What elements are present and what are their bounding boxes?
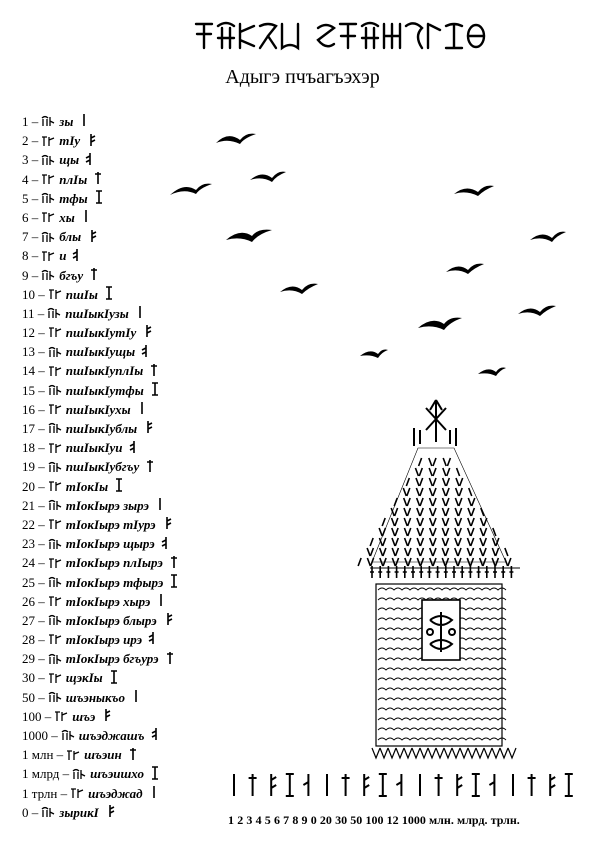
numeral-script-word xyxy=(54,708,68,727)
numeral-value: 8 – xyxy=(22,248,39,264)
legend-label: 2 xyxy=(237,813,244,827)
numeral-value: 22 – xyxy=(22,516,45,532)
numeral-glyph xyxy=(150,766,160,785)
numeral-value: 21 – xyxy=(22,497,45,513)
numeral-word: пшIыкIухы xyxy=(65,401,131,417)
numeral-value: 12 – xyxy=(22,325,45,341)
legend-label: 3 xyxy=(246,813,253,827)
numeral-script-word xyxy=(48,420,62,439)
numeral-glyph xyxy=(81,209,91,228)
legend-label: 0 xyxy=(310,813,317,827)
numeral-value: 28 – xyxy=(22,632,45,648)
numeral-value: 29 – xyxy=(22,651,45,667)
numeral-value: 7 – xyxy=(22,229,39,245)
numeral-script-word xyxy=(66,747,80,766)
numeral-word: блы xyxy=(59,229,82,245)
numeral-script-word xyxy=(70,785,84,804)
legend-label: 50 xyxy=(350,813,363,827)
numeral-word: тIокIырэ хырэ xyxy=(65,593,151,609)
numeral-script-word xyxy=(41,229,55,248)
numeral-script-word xyxy=(48,363,62,382)
numeral-value: 11 – xyxy=(22,305,45,321)
numeral-glyph xyxy=(89,267,99,286)
numeral-glyph xyxy=(141,344,151,363)
numeral-value: 3 – xyxy=(22,152,39,168)
numeral-value: 1 млрд – xyxy=(22,766,70,782)
numeral-value: 1000 – xyxy=(22,728,58,743)
legend-label: 1000 xyxy=(401,813,426,827)
numeral-script-word xyxy=(48,382,62,401)
numeral-glyph xyxy=(150,382,160,401)
numeral-value: 5 – xyxy=(22,190,39,206)
numeral-glyph xyxy=(142,324,152,343)
numeral-script-word xyxy=(41,190,55,209)
numeral-value: 16 – xyxy=(22,401,45,417)
numeral-script-word xyxy=(41,113,55,132)
numeral-word: тIокIырэ бгъурэ xyxy=(65,651,159,667)
numeral-word: тIокIырэ ирэ xyxy=(65,632,143,648)
numeral-value: 20 – xyxy=(22,478,45,494)
numeral-glyph xyxy=(149,363,159,382)
numeral-script-word xyxy=(48,689,62,708)
numeral-script-word xyxy=(72,766,86,785)
legend-label: 12 xyxy=(386,813,399,827)
numeral-word: плIы xyxy=(59,171,88,187)
numeral-word: щэкIы xyxy=(65,670,103,686)
numeral-value: 9 – xyxy=(22,267,39,283)
numeral-script-word xyxy=(48,478,62,497)
legend-label: 8 xyxy=(292,813,299,827)
numeral-script-word xyxy=(48,555,62,574)
numeral-word: пшIы xyxy=(65,286,98,302)
legend-label: млрд. xyxy=(457,813,488,827)
numeral-script-word xyxy=(41,267,55,286)
numeral-value: 23 – xyxy=(22,536,45,552)
numeral-word: зырикI xyxy=(59,804,99,820)
numeral-word: щы xyxy=(59,152,80,168)
numeral-glyph xyxy=(143,420,153,439)
numeral-word: тIокIырэ щырэ xyxy=(65,536,155,552)
numeral-script-word xyxy=(48,651,62,670)
numeral-glyph xyxy=(72,248,82,267)
numeral-script-word xyxy=(41,209,55,228)
numeral-glyph xyxy=(151,727,161,746)
numeral-value: 24 – xyxy=(22,555,45,571)
numeral-glyph-legend xyxy=(228,813,598,828)
numeral-script-word xyxy=(48,440,62,459)
numeral-word: тIокIырэ плIырэ xyxy=(65,555,163,571)
legend-label: трлн. xyxy=(490,813,520,827)
numeral-script-word xyxy=(48,631,62,650)
numeral-glyph xyxy=(149,785,159,804)
legend-label: 30 xyxy=(335,813,348,827)
legend-label: 1 xyxy=(228,813,234,827)
numeral-value: 1 млн – xyxy=(22,747,64,763)
numeral-glyph xyxy=(94,190,104,209)
numeral-word: шъэджашъ xyxy=(78,728,145,743)
numeral-value: 15 – xyxy=(22,382,45,398)
bird-flock xyxy=(170,134,566,376)
legend-label: 6 xyxy=(273,813,280,827)
numeral-word: тфы xyxy=(59,190,88,206)
numeral-script-word xyxy=(61,727,75,746)
tower-body xyxy=(372,584,516,758)
numeral-script-word xyxy=(47,305,61,324)
numeral-script-word xyxy=(41,133,55,152)
numeral-script-word xyxy=(48,344,62,363)
numeral-value: 4 – xyxy=(22,171,39,187)
numeral-value: 26 – xyxy=(22,593,45,609)
numeral-word: пшIыкIущы xyxy=(65,344,136,360)
numeral-word: тIокIырэ тфырэ xyxy=(65,574,164,590)
numeral-value: 10 – xyxy=(22,286,45,302)
numeral-word: бгъу xyxy=(59,267,84,283)
numeral-value: 17 – xyxy=(22,421,45,436)
numeral-script-word xyxy=(48,497,62,516)
numeral-glyph xyxy=(128,747,138,766)
numeral-word: хы xyxy=(59,209,75,225)
numeral-glyph xyxy=(93,171,103,190)
numeral-value: 30 – xyxy=(22,670,45,686)
numeral-word: пшIыкIубгъу xyxy=(65,459,140,475)
page-subtitle: Адыгэ пчъагъэхэр xyxy=(225,66,380,88)
numeral-script-word xyxy=(48,401,62,420)
numeral-value: 25 – xyxy=(22,574,45,590)
numeral-word: пшIыкIуплIы xyxy=(65,363,144,379)
numeral-word: шъэ xyxy=(72,708,96,724)
numeral-value: 50 – xyxy=(22,689,45,705)
legend-label: 9 xyxy=(301,813,308,827)
numeral-word: тIокIырэ блырэ xyxy=(65,612,157,628)
numeral-script-word xyxy=(48,286,62,305)
numeral-glyph xyxy=(137,401,147,420)
numeral-glyph xyxy=(114,478,124,497)
numeral-word: тIокIы xyxy=(65,478,109,494)
numeral-word: шъэныкъо xyxy=(65,689,125,705)
numeral-word: шъэин xyxy=(84,747,122,763)
numeral-glyph xyxy=(135,305,145,324)
numeral-glyph-strip xyxy=(228,770,588,800)
legend-label: 4 xyxy=(255,813,262,827)
numeral-word: пшIыкIуи xyxy=(65,440,123,456)
legend-label: 5 xyxy=(264,813,271,827)
numeral-script-word xyxy=(48,574,62,593)
numeral-script-word xyxy=(48,459,62,478)
numeral-script-word xyxy=(41,248,55,267)
tower-illustration xyxy=(160,115,605,785)
numeral-word: пшIыкIублы xyxy=(65,421,138,436)
numeral-word: шъэджад xyxy=(88,785,143,801)
numeral-value: 27 – xyxy=(22,612,45,628)
numeral-word: пшIыкIутIу xyxy=(65,325,137,341)
tower-finial xyxy=(414,400,456,446)
numeral-glyph xyxy=(86,133,96,152)
numeral-value: 0 – xyxy=(22,804,39,820)
numeral-value: 13 – xyxy=(22,344,45,360)
numeral-glyph xyxy=(148,631,158,650)
title-script-glyphs xyxy=(0,20,605,52)
legend-label: 7 xyxy=(283,813,290,827)
numeral-value: 18 – xyxy=(22,440,45,456)
legend-label: млн. xyxy=(429,813,454,827)
numeral-script-word xyxy=(41,171,55,190)
numeral-word: тIокIырэ тIурэ xyxy=(65,516,156,532)
numeral-word: шъэишхо xyxy=(90,766,144,782)
numeral-word: пшIыкIузы xyxy=(65,305,129,321)
numeral-value: 14 – xyxy=(22,363,45,379)
numeral-script-word xyxy=(48,670,62,689)
numeral-glyph xyxy=(105,804,115,823)
numeral-word: тIокIырэ зырэ xyxy=(65,497,149,513)
numeral-script-word xyxy=(48,593,62,612)
legend-label: 20 xyxy=(319,813,332,827)
numeral-script-word xyxy=(48,536,62,555)
numeral-script-word xyxy=(48,612,62,631)
numeral-glyph xyxy=(129,440,139,459)
numeral-value: 100 – xyxy=(22,708,52,724)
numeral-glyph xyxy=(101,708,111,727)
numeral-glyph xyxy=(131,689,141,708)
legend-label: 100 xyxy=(365,813,384,827)
tower-roof xyxy=(358,448,520,578)
numeral-script-word xyxy=(48,324,62,343)
numeral-value: 2 – xyxy=(22,133,39,149)
numeral-glyph xyxy=(104,286,114,305)
numeral-glyph xyxy=(145,459,155,478)
numeral-glyph xyxy=(79,113,89,132)
numeral-word: и xyxy=(59,248,67,264)
numeral-word: тIу xyxy=(59,133,81,149)
numeral-value: 1 – xyxy=(22,114,39,129)
numeral-script-word xyxy=(41,804,55,823)
numeral-script-word xyxy=(41,152,55,171)
numeral-value: 6 – xyxy=(22,209,39,225)
numeral-glyph xyxy=(85,152,95,171)
numeral-glyph xyxy=(87,229,97,248)
numeral-word: пшIыкIутфы xyxy=(65,382,144,398)
numeral-word: зы xyxy=(59,114,74,129)
numeral-value: 1 трлн – xyxy=(22,785,68,801)
numeral-script-word xyxy=(48,516,62,535)
numeral-glyph xyxy=(109,670,119,689)
numeral-value: 19 – xyxy=(22,459,45,475)
